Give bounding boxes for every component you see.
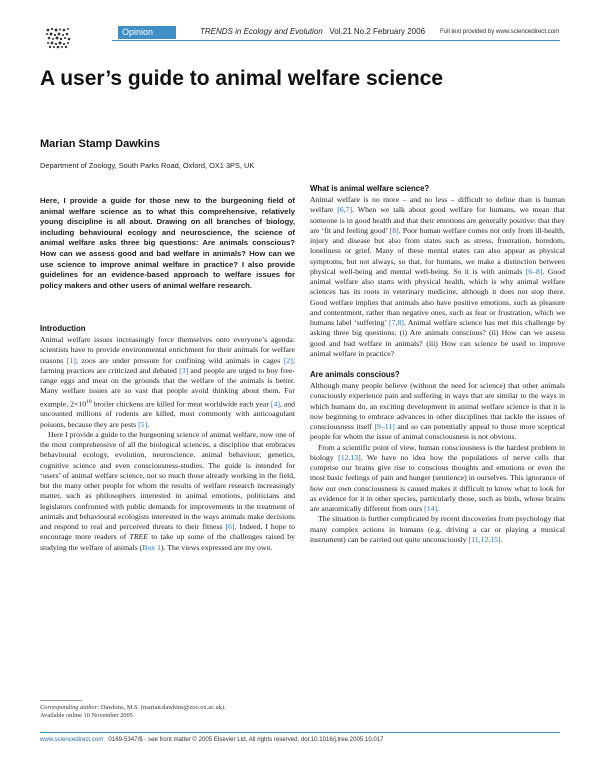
page-footer [40,735,384,744]
citation-link[interactable]: [6] [225,522,235,532]
citation-link[interactable]: [6–8] [525,266,543,276]
section-label: Opinion [118,26,176,39]
citation-link[interactable]: [11,12,15] [468,534,501,544]
box-link[interactable]: Box 1 [142,542,161,552]
volume-info: Vol.21 No.2 February 2006 [329,27,426,36]
left-column [40,324,295,553]
citation-link[interactable]: [12,13] [338,452,361,462]
publisher-logo-icon [45,27,71,49]
section-heading-introduction: Introduction [40,324,86,333]
author-affiliation: Department of Zoology, South Parks Road, Oxford, OX1 3PS, UK [40,161,255,170]
author-name: Marian Stamp Dawkins [40,138,160,150]
right-column [310,184,565,545]
citation-link[interactable]: [7,8] [389,318,404,327]
paragraph: Although many people believe (without the need for science) that other animals consciously experience pain and suffering in ways that are similar to the ways in which humans do, an exciting development in animal welfare science is that it is now beginning to embrace advances in other disciplines that tackle the issues of consciousness itself [9–11] and so can potentially appeal to those more sceptical people for whom the issue of animal consciousness is not obvious. [310,381,566,442]
citation-link[interactable]: [2] [283,355,293,365]
available-online: Available online 10 November 2005 [40,712,133,719]
journal-name: TRENDS in Ecology and Evolution [200,27,323,36]
citation-link[interactable]: [1] [66,355,76,365]
paragraph: Animal welfare is no more – and no less – difficult to define than is human welfare [6,7]. When we talk about good welfare for humans, we mean that someone is in good health and that their emotions are generally positive: that they are ‘fit and feeling good’ [8]. Poor human welfare comes not only from ill-health, injury and disease but also from states such as stress, frustration, boredom, loneliness or grief. Many of these mental states can also appear as physical symptoms, but not always, so that, for humans, we make a distinction between physical well-being and mental well-being. So it is with animals [6–8]. Good animal welfare also starts with physical health, which is why animal welfare sciences has its roots in veterinary medicine, although it does not stop there. Good welfare implies that animals also have positive emotions, such as pleasure and contentment, rather than negative ones, such as fear or frustration, which we humans label ‘suffering’ [7,8]. Animal welfare science has met this challenge by asking three big questions: (i) Are animals conscious? (ii) How can we assess good and bad welfare in animals? (iii) How can science be used to improve animal welfare in practice? [310,195,565,358]
paragraph: From a scientific point of view, human consciousness is the hardest problem in biology [12,13]. We have no idea how the populations of nerve cells that comprise our brains give rise to conscious thoughts and emotions or even the most basic feelings of pain and hunger (sentience) in ourselves. This ignorance of how our own consciousness is caused makes it difficult to know what to look for as evidence for it in other species, particularly those, such as birds, whose brains are anatomically different from ours [14]. [310,442,565,513]
citation-link[interactable]: [4] [270,399,280,409]
citation-link[interactable]: [9–11] [374,422,395,431]
corresponding-author: Corresponding author: Dawkins, M.S. (marian.dawkins@zoo.ox.ac.uk). [40,704,226,711]
section-heading-what-is: What is animal welfare science? [310,184,430,193]
section-heading-conscious: Are animals conscious? [310,370,400,379]
footer-info: 0169-5347/$ - see front matter © 2005 Elsevier Ltd. All rights reserved. doi:10.1016/j.tree.2005.10.017 [108,736,384,743]
citation-link[interactable]: [6,7] [337,205,353,215]
footnote-rule [40,700,82,701]
full-text-note: Full text provided by www.sciencedirect.com [440,28,560,35]
footnotes [40,704,226,720]
journal-info [200,26,425,38]
abstract: Here, I provide a guide for those new to the burgeoning field of animal welfare science as to what this comprehensive, relatively young discipline is all about. Drawing on all branches of biology, including behavioural ecology and neuroscience, the science of animal welfare asks three big questions: Are animals conscious? How can we assess good and bad welfare in animals? How can we use science to improve animal welfare in practice? I also provide guidelines for an evidence-based approach to welfare issues for policy makers and other users of animal welfare research. [40,196,295,290]
citation-link[interactable]: [5] [138,419,148,429]
paragraph: Animal welfare issues increasingly force themselves onto everyone’s agenda: scientists have to provide environmental enrichment for their animals for welfare reasons [1]; zoos are under pressure for confining wild animals in cages [2]; farming practices are criticized and debated [3] and people are urged to buy free-range eggs and meat on the grounds that the welfare of the animals is better. Many welfare issues are so vast that people avoid thinking about them. For example, $2\times 10^{10}$ broiler chickens are killed for meat worldwide each year [4], and uncounted millions of rodents are killed, most commonly with anticoagulant poisons, because they are pests [5]. [40,335,295,429]
footer-site-link[interactable]: www.sciencedirect.com [40,736,104,743]
footer-rule [40,732,560,733]
paragraph: Here I provide a guide to the burgeoning science of animal welfare, now one of the most comprehensive of all the biological sciences, a discipline that embraces behavioural ecology, evolution, neuroscience, animal behaviour, genetics, cognitive science and even consciousness-studies. The guide is intended for ‘users’ of animal welfare science, not so much those already working in the field, but the many other people for whom the results of welfare research increasingly matter, such as philosophers interested in animal emotions, politicians and legislators confronted with public demands for improvements in the treatment of animals and behavioural ecologists interested in the ways animals make decisions and respond to real and perceived threats to their fitness [6]. Indeed, I hope to encourage more readers of TREE to take up some of the challenges raised by studying the welfare of animals (Box 1). The views expressed are my own. [40,429,296,552]
article-title: A user’s guide to animal welfare science [40,67,444,90]
header-rule [112,40,560,41]
paragraph: The situation is further complicated by recent discoveries from psychology that many complex actions in humans (e.g. driving a car or playing a musical instrument) can be carried out quite unconsciously [11,12,15]. [310,514,565,544]
citation-link[interactable]: [8] [389,225,399,235]
citation-link[interactable]: [14] [424,504,438,513]
citation-link[interactable]: [3] [179,365,189,375]
